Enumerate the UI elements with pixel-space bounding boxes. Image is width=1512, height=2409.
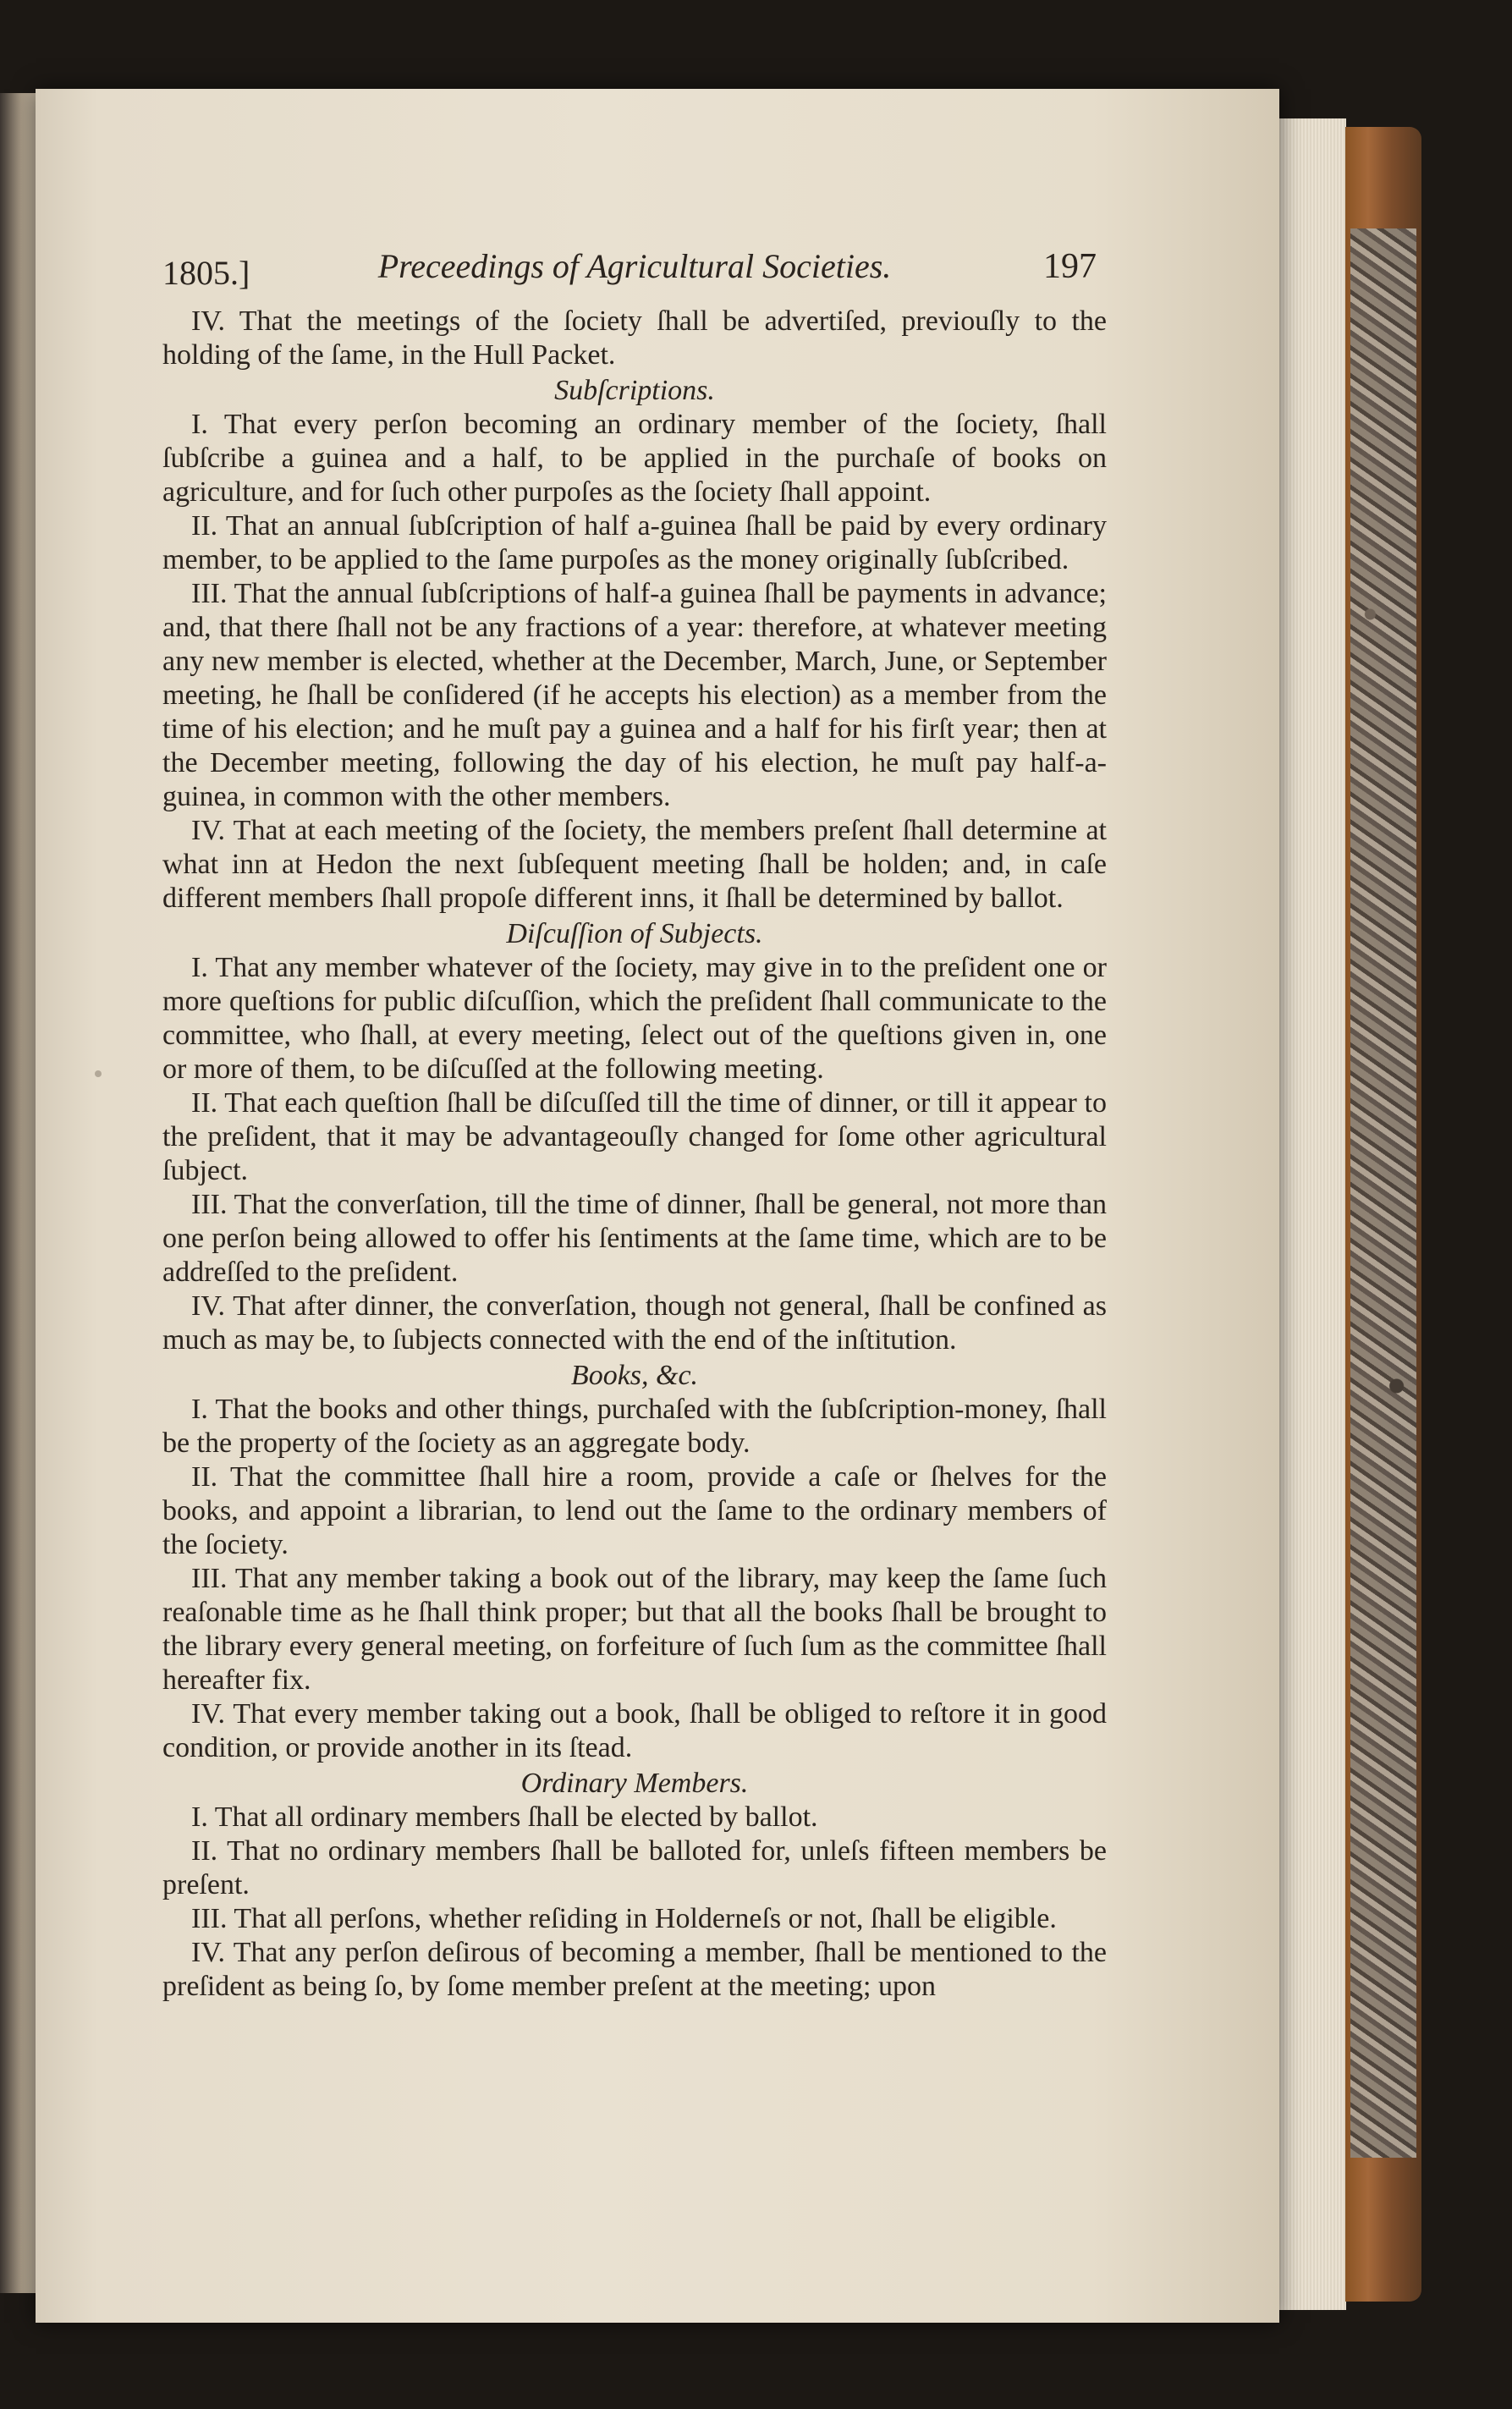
article-paragraph: I. That the books and other things, purchaſed with the ſubſcription-money, ſhall be the property of the ſociety as an aggregate body.	[162, 1394, 1107, 1459]
article-paragraph: II. That each queſtion ſhall be diſcuſſed till the time of dinner, or till it appear to the preſident, that it may be advantageouſly changed for ſome other agricultural ſubject.	[162, 1087, 1107, 1186]
section-books	[162, 1359, 1107, 1765]
facing-page-edge	[0, 93, 38, 2293]
article-paragraph: I. That any member whatever of the ſociety, may give in to the preſident one or more queſtions for public diſcuſſion, which the preſident ſhall communicate to the committee, who ſhall, at every meeting, ſelect out of the queſtions given in, one or more of them, to be diſcuſſed at the following meeting.	[162, 952, 1107, 1085]
marbled-board	[1350, 228, 1416, 2158]
running-head-title: Preceedings of Agricultural Societies.	[377, 247, 892, 285]
section-discussion-of-subjects	[162, 917, 1107, 1357]
section-ordinary-members	[162, 1767, 1107, 2004]
page-block-edges	[1278, 118, 1346, 2310]
article-paragraph: III. That the converſation, till the time of dinner, ſhall be general, not more than one perſon being allowed to offer his ſentiments at the ſame time, which are to be addreſſed to the preſident.	[162, 1189, 1107, 1288]
page-text-block	[162, 241, 1107, 2004]
page-number: 197	[1043, 247, 1097, 286]
section-heading: Diſcuſſion of Subjects.	[506, 918, 763, 949]
page-smudge	[95, 1070, 102, 1077]
article-paragraph: IV. That any perſon deſirous of becoming a member, ſhall be mentioned to the preſident as being ſo, by ſome member preſent at the meeting; upon	[162, 1937, 1107, 2002]
intro-paragraph: IV. That the meetings of the ſociety ſhall be advertiſed, previouſly to the holding of the ſame, in the Hull Packet.	[162, 305, 1107, 371]
article-paragraph: II. That the committee ſhall hire a room, provide a caſe or ſhelves for the books, and appoint a librarian, to lend out the ſame to the ordinary members of the ſociety.	[162, 1461, 1107, 1560]
article-paragraph: IV. That at each meeting of the ſociety, the members preſent ſhall determine at what inn at Hedon the next ſubſequent meeting ſhall be holden; and, in caſe different members ſhall propoſe different inns, it ſhall be determined by ballot.	[162, 815, 1107, 914]
article-paragraph: III. That any member taking a book out of the library, may keep the ſame ſuch reaſonable time as he ſhall think proper; but that all the books ſhall be brought to the library every general meeting, on forfeiture of ſuch ſum as the committee ſhall hereafter fix.	[162, 1563, 1107, 1696]
article-paragraph: I. That all ordinary members ſhall be elected by ballot.	[191, 1801, 818, 1833]
article-paragraph: II. That no ordinary members ſhall be balloted for, unleſs fifteen members be preſent.	[162, 1835, 1107, 1900]
section-heading: Subſcriptions.	[554, 375, 715, 406]
article-paragraph: IV. That every member taking out a book, ſhall be obliged to reſtore it in good condition, or provide another in its ſtead.	[162, 1698, 1107, 1763]
article-paragraph: II. That an annual ſubſcription of half a-guinea ſhall be paid by every ordinary member, to be applied to the ſame purpoſes as the money originally ſubſcribed.	[162, 510, 1107, 575]
article-paragraph: III. That the annual ſubſcriptions of half-a guinea ſhall be payments in advance; and, that there ſhall not be any fractions of a year: therefore, at whatever meeting any new member is elected, whether at the December, March, June, or September meeting, he ſhall be conſidered (if he accepts his election) as a member from the time of his election; and he muſt pay a guinea and a half for his firſt year; then at the December meeting, following the day of his election, he muſt pay half-a-guinea, in common with the other members.	[162, 578, 1107, 812]
article-paragraph: III. That all perſons, whether reſiding in Holderneſs or not, ſhall be eligible.	[191, 1903, 1057, 1934]
section-heading: Ordinary Members.	[520, 1768, 749, 1799]
running-head-year: 1805.]	[162, 254, 250, 292]
article-paragraph: IV. That after dinner, the converſation, though not general, ſhall be confined as much as may be, to ſubjects connected with the end of the inſtitution.	[162, 1290, 1107, 1356]
article-paragraph: I. That every perſon becoming an ordinary member of the ſociety, ſhall ſubſcribe a guinea and a half, to be applied in the purchaſe of books on agriculture, and for ſuch other purpoſes as the ſociety ſhall appoint.	[162, 409, 1107, 508]
section-heading: Books, &c.	[570, 1360, 699, 1391]
running-head	[162, 241, 1107, 305]
section-subscriptions	[162, 374, 1107, 916]
